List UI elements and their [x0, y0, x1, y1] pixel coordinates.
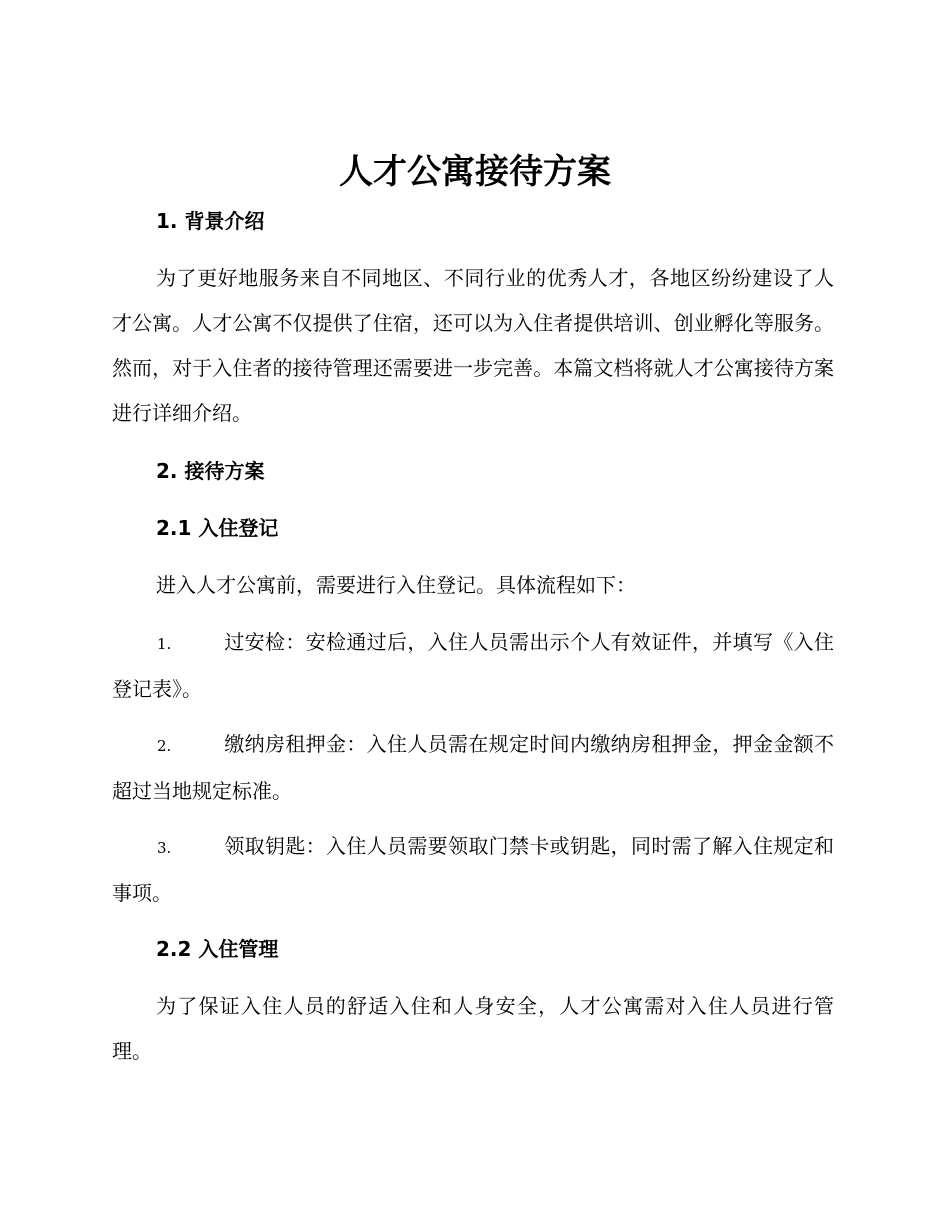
list-item-number: 3.: [157, 839, 172, 857]
list-item-text: 过安检：安检通过后，入住人员需出示个人有效证件，并填写《入住登记表》。: [112, 630, 834, 701]
document-title: 人才公寓接待方案: [339, 152, 611, 192]
list-item: [112, 824, 834, 916]
subsection-heading-check-in-registration: 2.1 入住登记: [156, 516, 279, 540]
list-item-number: 2.: [157, 737, 172, 755]
section-heading-reception-plan: 2. 接待方案: [156, 459, 265, 483]
background-paragraph: 为了更好地服务来自不同地区、不同行业的优秀人才，各地区纷纷建设了人才公寓。人才公寓不仅提供了住宿，还可以为入住者提供培训、创业孵化等服务。然而，对于入住者的接待管理还需要进一步完善。本篇文档将就人才公寓接待方案进行详细介绍。: [112, 266, 834, 425]
registration-intro-paragraph: 进入人才公寓前，需要进行入住登记。具体流程如下：: [156, 573, 636, 597]
list-item-number: 1.: [157, 635, 172, 653]
list-item: [112, 722, 834, 814]
list-item-text: 缴纳房租押金：入住人员需在规定时间内缴纳房租押金，押金金额不超过当地规定标准。: [112, 732, 834, 803]
subsection-heading-check-in-management: 2.2 入住管理: [156, 937, 279, 961]
list-item-text: 领取钥匙：入住人员需要领取门禁卡或钥匙，同时需了解入住规定和事项。: [112, 834, 834, 905]
list-item: [112, 620, 834, 712]
management-paragraph: 为了保证入住人员的舒适入住和人身安全，人才公寓需对入住人员进行管理。: [112, 994, 834, 1063]
section-heading-background: 1. 背景介绍: [156, 209, 265, 233]
